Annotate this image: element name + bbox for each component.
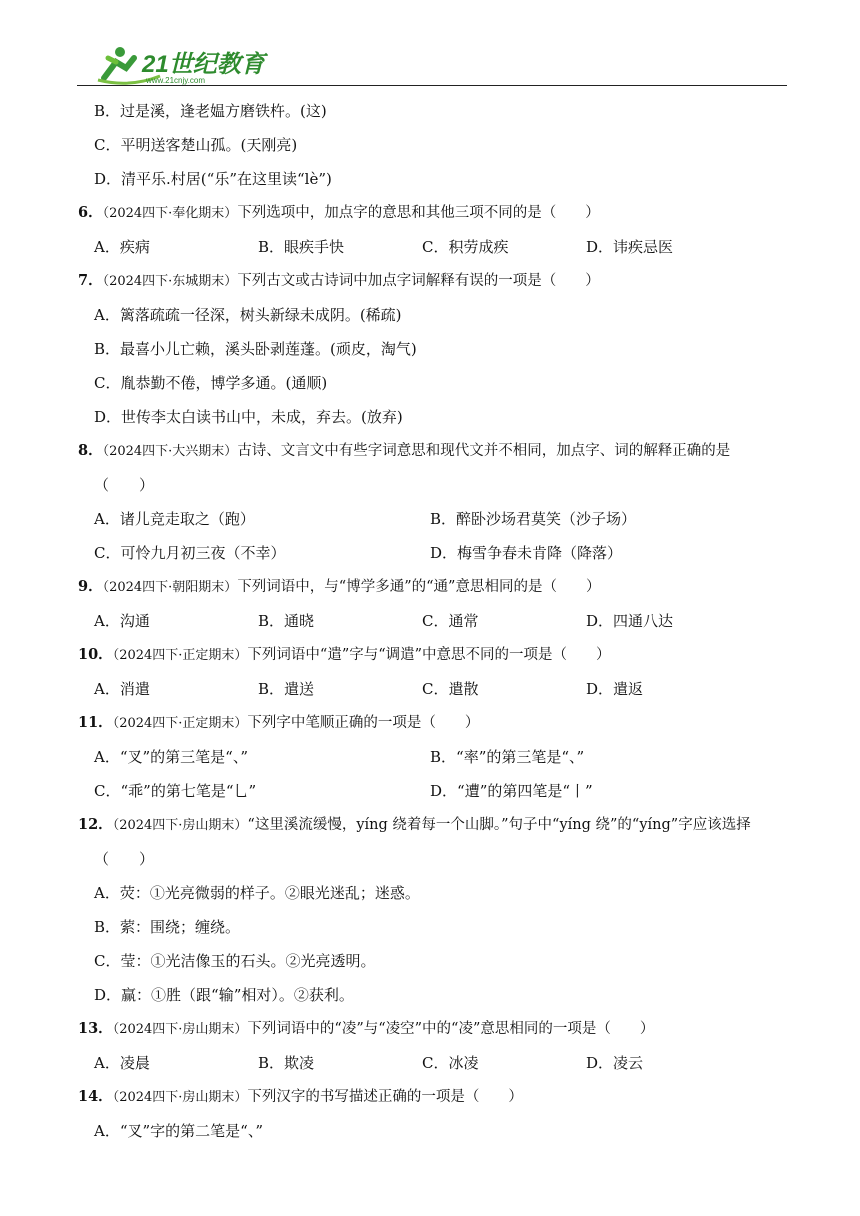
option-item: B．通晓: [258, 612, 315, 630]
option-text: A．篱落疏疏一径深，树头新绿未成阴。(稀疏): [94, 306, 402, 324]
option-text: B．最喜小儿亡赖，溪头卧剥莲蓬。(顽皮，淘气): [94, 340, 417, 358]
option-line: [78, 332, 790, 366]
question-stem: [78, 1012, 790, 1046]
option-line: [78, 94, 790, 128]
option-text: D．清平乐.村居(“乐”在这里读“lè”): [94, 170, 332, 188]
question-text: 古诗、文言文中有些字词意思和现代文并不相同，加点字、词的解释正确的是: [237, 443, 731, 459]
option-text: C．胤恭勤不倦，博学多通。(通顺): [94, 374, 328, 392]
question-number: 11．: [78, 714, 113, 731]
option-line: [78, 978, 790, 1012]
option-line: [78, 944, 790, 978]
option-row: [78, 1046, 790, 1080]
option-line: [78, 366, 790, 400]
question-text: 下列古文或古诗词中加点字词解释有误的一项是（ ）: [237, 273, 600, 289]
option-item: B．醉卧沙场君莫笑（沙子场）: [430, 510, 637, 528]
option-line: [78, 910, 790, 944]
question-text: 下列词语中“遣”字与“调遣”中意思不同的一项是（ ）: [247, 647, 611, 663]
question-source: （2024四下·大兴期末）: [102, 444, 238, 459]
option-item: C．积劳成疾: [422, 238, 509, 256]
question-stem: [78, 196, 790, 230]
option-text: C．莹：①光洁像玉的石头。②光亮透明。: [94, 952, 376, 970]
question-stem: [78, 434, 790, 468]
logo-21cnjy: [90, 38, 290, 88]
question-stem: [78, 570, 790, 604]
question-text: 下列词语中的“凌”与“凌空”中的“凌”意思相同的一项是（ ）: [247, 1021, 655, 1037]
option-text: B．过是溪，逢老媪方磨铁杵。(这): [94, 102, 327, 120]
option-row: [78, 774, 790, 808]
option-item: D．四通八达: [586, 612, 674, 630]
question-list: [78, 94, 790, 1148]
option-row: [78, 740, 790, 774]
question-text: 下列字中笔顺正确的一项是（ ）: [247, 715, 480, 731]
option-item: D．遣返: [586, 680, 644, 698]
option-text: （ ）: [94, 476, 155, 494]
question-number: 12．: [78, 816, 113, 833]
option-row: [78, 230, 790, 264]
option-item: C．“乖”的第七笔是“乚”: [94, 782, 257, 800]
option-row: [78, 502, 790, 536]
option-item: A．“叉”的第三笔是“、”: [94, 748, 249, 766]
question-text: 下列汉字的书写描述正确的一项是（ ）: [247, 1089, 523, 1105]
question-source: （2024四下·正定期末）: [112, 716, 248, 731]
question-source: （2024四下·正定期末）: [112, 648, 248, 663]
option-text: D．赢：①胜（跟“输”相对）。②获利。: [94, 986, 354, 1004]
option-item: B．眼疾手快: [258, 238, 345, 256]
option-row: [78, 536, 790, 570]
option-text: A．“叉”字的第二笔是“、”: [94, 1122, 264, 1140]
option-line: [78, 162, 790, 196]
question-stem: [78, 638, 790, 672]
option-text: C．平明送客楚山孤。(天刚亮): [94, 136, 298, 154]
option-item: B．欺凌: [258, 1054, 315, 1072]
question-number: 13．: [78, 1020, 113, 1037]
question-source: （2024四下·房山期末）: [112, 1090, 248, 1105]
option-item: A．沟通: [94, 612, 150, 630]
question-text: 下列词语中，与“博学多通”的“通”意思相同的是（ ）: [237, 579, 601, 595]
logo-url: www.21cnjy.com: [146, 76, 205, 85]
option-item: B．遣送: [258, 680, 315, 698]
option-item: D．梅雪争春未肯降（降落）: [430, 544, 623, 562]
option-item: C．可怜九月初三夜（不幸）: [94, 544, 286, 562]
question-source: （2024四下·朝阳期末）: [102, 580, 238, 595]
question-source: （2024四下·奉化期末）: [102, 206, 238, 221]
option-item: C．遣散: [422, 680, 479, 698]
option-text: B．萦：围绕；缠绕。: [94, 918, 241, 936]
page-header: [90, 38, 790, 88]
option-text: A．荧：①光亮微弱的样子。②眼光迷乱；迷惑。: [94, 884, 420, 902]
option-item: A．消遣: [94, 680, 150, 698]
option-text: （ ）: [94, 850, 155, 868]
option-item: A．凌晨: [94, 1054, 150, 1072]
question-number: 6．: [78, 204, 103, 221]
answer-blank: [78, 468, 790, 502]
question-number: 7．: [78, 272, 103, 289]
option-item: D．“遭”的第四笔是“丨”: [430, 782, 593, 800]
question-number: 9．: [78, 578, 103, 595]
option-row: [78, 672, 790, 706]
question-text: “这里溪流缓慢，yíng 绕着每一个山脚。”句子中“yíng 绕”的“yíng”字应该选择: [247, 817, 751, 833]
question-stem: [78, 808, 790, 842]
option-item: C．冰凌: [422, 1054, 479, 1072]
question-source: （2024四下·房山期末）: [112, 1022, 248, 1037]
option-line: [78, 1114, 790, 1148]
option-item: D．凌云: [586, 1054, 644, 1072]
question-stem: [78, 706, 790, 740]
question-stem: [78, 1080, 790, 1114]
option-item: A．疾病: [94, 238, 150, 256]
option-item: B．“率”的第三笔是“、”: [430, 748, 585, 766]
answer-blank: [78, 842, 790, 876]
option-item: D．讳疾忌医: [586, 238, 674, 256]
header-rule: [77, 85, 787, 86]
question-stem: [78, 264, 790, 298]
question-number: 10．: [78, 646, 113, 663]
question-number: 14．: [78, 1088, 113, 1105]
option-line: [78, 400, 790, 434]
option-item: C．通常: [422, 612, 479, 630]
question-number: 8．: [78, 442, 103, 459]
option-line: [78, 298, 790, 332]
option-row: [78, 604, 790, 638]
option-line: [78, 876, 790, 910]
question-text: 下列选项中，加点字的意思和其他三项不同的是（ ）: [237, 205, 600, 221]
logo-text: 21世纪教育: [142, 51, 265, 78]
question-source: （2024四下·房山期末）: [112, 818, 248, 833]
option-line: [78, 128, 790, 162]
option-item: A．诸儿竞走取之（跑）: [94, 510, 255, 528]
option-text: D．世传李太白读书山中，未成，弃去。(放弃): [94, 408, 403, 426]
question-source: （2024四下·东城期末）: [102, 274, 238, 289]
